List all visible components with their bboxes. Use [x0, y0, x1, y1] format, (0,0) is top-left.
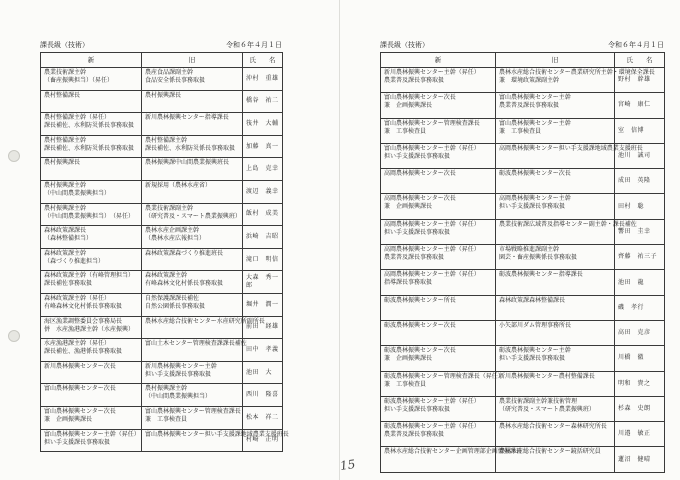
position-line: 高岡農林振興センター主幹（昇任） [384, 271, 480, 279]
position-line: 農林水産総合技術センター鏡括研究員 [499, 448, 601, 456]
table-row [41, 271, 283, 294]
new-position-cell [41, 158, 142, 181]
punch-hole [8, 330, 20, 342]
table-row [41, 90, 283, 113]
person-name-cell: 浜崎 吉昭 [243, 226, 283, 249]
person-name-cell: 田村 聡 [615, 194, 665, 219]
person-name-cell: 沖村 重雄 [243, 68, 283, 91]
position-line: 高岡農林振興センター担い手支援課地域農業支援班長 [499, 144, 643, 152]
table-row [41, 339, 283, 362]
position-line: 農業普及課長事務取扱 [499, 102, 560, 110]
new-position-cell [41, 68, 142, 91]
old-position-cell [496, 295, 615, 320]
position-line: 高岡農林振興センター次長 [384, 170, 456, 178]
table-row [381, 219, 665, 244]
table-row [41, 361, 283, 384]
new-position-cell [41, 384, 142, 407]
new-position-cell [381, 143, 496, 168]
position-line: （中山間農業振興担当） （昇任） [44, 212, 135, 220]
new-position-cell [41, 90, 142, 113]
person-name-cell: 大森 秀一郎 [243, 271, 283, 294]
position-line: 富山農林振興センター管理検査課長 [145, 407, 241, 415]
header-old: 旧 [496, 53, 615, 68]
person-name-cell: 田中 孝義 [243, 339, 283, 362]
position-line: 農村整備課主幹（昇任） [44, 114, 111, 122]
position-line: 課長補佐、水利防災係長事務取扱 [44, 122, 135, 130]
position-line: 富山農林振興センター次長 [44, 407, 116, 415]
position-line: 小矢部川ダム管理事務所長 [499, 321, 572, 329]
date-label: 令和６年４月１日 [226, 41, 282, 49]
position-line: 農村整備課主幹 [44, 136, 87, 144]
position-line: 砺波農林振興センター主幹（昇任） [384, 397, 480, 405]
table-row [381, 169, 665, 194]
right-page [340, 0, 680, 480]
position-line: 森林政策課主幹（昇任） [44, 294, 111, 302]
position-line: 指導課長事務取扱 [384, 279, 433, 287]
person-name-cell: 橋谷 祐二 [243, 90, 283, 113]
table-row [41, 158, 283, 181]
old-position-cell [142, 271, 243, 294]
position-line: 農林水産総合技術センター水産研究所副所長 [145, 317, 265, 325]
position-line: 砺波農林振興センター次長 [384, 347, 456, 355]
position-line: 森林政策課主幹 [145, 272, 188, 280]
new-position-cell [41, 226, 142, 249]
old-position-cell [142, 90, 243, 113]
position-line: 富山農林振興センター主幹（昇任） [384, 144, 480, 152]
position-line: 市場戦略推進課副主幹 [499, 246, 560, 254]
new-position-cell [381, 396, 496, 421]
position-line: （森林整備担当） [44, 235, 93, 243]
category-label: 課長級（技術） [380, 41, 429, 49]
position-line: （研究普及・スマート農業振興班） [145, 212, 241, 220]
position-line: （農林水産広報担当） [145, 235, 206, 243]
personnel-table [40, 52, 289, 452]
position-line: 新規採用（農林水産省） [145, 181, 212, 189]
position-line: 食品安全係長事務取扱 [145, 77, 206, 84]
position-line: 農業技術課副主幹兼技術管理 [499, 397, 578, 405]
new-position-cell [41, 248, 142, 271]
person-name-cell: 加藤 真一 [243, 135, 283, 158]
position-line: 担い手支援課長事務取扱 [384, 405, 451, 413]
position-line: 農林水産総合技術センター森林研究所長 [499, 423, 607, 431]
position-line: 水産漁港課主幹（昇任） [44, 340, 111, 348]
position-line: 担い手支援課長事務取扱 [499, 203, 566, 211]
old-position-cell [142, 406, 243, 429]
new-position-cell [381, 346, 496, 371]
new-position-cell [381, 270, 496, 295]
new-position-cell [41, 429, 142, 452]
old-position-cell [496, 346, 615, 371]
position-line: （森づくり推進担当） [44, 257, 105, 265]
position-line: 農村整備課主幹 [145, 136, 188, 144]
position-line: 農村整備課長 [44, 91, 81, 99]
position-line: 海区漁業調整委員会事務局長 [44, 317, 123, 325]
position-line: 農業技術課主幹 [44, 69, 87, 76]
position-line: 農業普及課長事務取扱 [384, 254, 445, 262]
new-position-cell [41, 406, 142, 429]
position-line: 自然公園係長事務取扱 [145, 302, 206, 310]
table-row [41, 384, 283, 407]
old-position-cell [142, 226, 243, 249]
position-line: 園芸・畜産振興係長事務取扱 [499, 254, 578, 262]
position-line: 課長補佐、水利防災係長事務取扱 [44, 144, 135, 152]
position-line: 砺波農林振興センター指導課長 [499, 271, 583, 279]
position-line: 森林政策課主幹 [44, 249, 87, 257]
table-row [381, 118, 665, 143]
table-row [41, 180, 283, 203]
position-line: 富山農林振興センター担い手支援課地域農業支援班長 [145, 430, 289, 438]
person-name-cell: 堀井 潤一 [243, 293, 283, 316]
table-row [41, 429, 283, 452]
header-new: 新 [381, 53, 496, 68]
old-position-cell [142, 68, 243, 91]
position-line: 富山農林振興センター主幹 [499, 119, 571, 127]
position-line: 担い手支援課長事務取扱 [145, 370, 212, 378]
position-line: 兼 環境政策課副主幹 [499, 77, 560, 84]
person-name-cell: 滝口 明信 [243, 248, 283, 271]
old-position-cell [142, 339, 247, 362]
new-position-cell [41, 113, 142, 136]
position-line: 富山農林振興センター主幹（昇任） [44, 430, 140, 438]
position-line: 有峰森林文化村係長事務取扱 [145, 280, 224, 288]
new-position-cell [381, 447, 522, 472]
header-old: 旧 [142, 53, 243, 68]
new-position-cell [41, 316, 142, 339]
position-line: 砺波農林振興センター主幹（昇任） [384, 423, 480, 431]
new-position-cell [381, 371, 504, 396]
new-position-cell [381, 118, 496, 143]
position-line: 担い手支援課長事務取扱 [384, 228, 451, 236]
position-line: 森林政策課森づくり推進班長 [145, 249, 224, 257]
position-line: 課長補佐、水利防災係長事務取扱 [145, 144, 236, 152]
position-line: 富山農林振興センター次長 [384, 94, 456, 102]
person-name-cell: 池田 大 [243, 361, 283, 384]
new-position-cell [381, 295, 496, 320]
table-row [41, 248, 283, 271]
position-line: 砺波農林振興センター管理検査課長（昇任） [384, 372, 504, 380]
old-position-cell [142, 203, 243, 226]
old-position-cell [142, 384, 243, 407]
position-line: 森林政策課課長 [44, 227, 87, 235]
table-header-row [41, 53, 283, 68]
new-position-cell [41, 361, 142, 384]
position-line: 農村振興課長 [44, 159, 81, 167]
position-line: 富山農林振興センター主幹 [499, 94, 571, 102]
table-row [381, 93, 665, 118]
header-name: 氏 名 [615, 53, 665, 68]
old-position-cell [142, 158, 243, 181]
new-position-cell [41, 293, 142, 316]
table-row [381, 422, 665, 447]
old-position-cell [142, 113, 243, 136]
position-line: 農林水産企画課主幹 [145, 227, 200, 235]
category-label: 課長級（技術） [40, 41, 89, 49]
position-line: （中山間農業振興担当） [44, 189, 111, 197]
new-position-cell [41, 180, 142, 203]
person-name-cell: 池田 龍 [615, 270, 665, 295]
position-line: 担い手支援課長事務取扱 [384, 152, 451, 160]
new-position-cell [41, 203, 142, 226]
table-row [381, 143, 665, 168]
person-name-cell: 明和 貴之 [615, 371, 665, 396]
position-line: 農村振興課主幹 [145, 385, 188, 393]
new-position-cell [381, 68, 496, 93]
old-position-cell [142, 248, 243, 271]
table-row [381, 295, 665, 320]
position-line: 新川農林振興センター農村整備課長 [499, 372, 595, 380]
person-name-cell: 村崎 正明 [243, 429, 283, 452]
old-position-cell [496, 447, 615, 472]
position-line: 農業技術課広域普及指導センター副主幹・課長補佐 [499, 220, 637, 228]
position-line: 砺波農林振興センター主幹 [499, 347, 571, 355]
person-name-cell: 前田 経雄 [243, 316, 283, 339]
right-content [380, 0, 664, 480]
position-line: 兼 工事検査員 [145, 415, 188, 423]
person-name-cell: 飯村 成美 [243, 203, 283, 226]
table-row [381, 396, 665, 421]
person-name-cell: 宮崎 康仁 [615, 93, 665, 118]
position-line: 新川農林振興センター主幹（昇任） [384, 69, 480, 76]
table-row [381, 68, 665, 93]
position-line: 課長補佐事務取扱 [44, 280, 93, 288]
position-line: 高岡農林振興センター主幹（昇任） [384, 246, 480, 254]
old-position-cell [142, 361, 243, 384]
table-row [41, 203, 283, 226]
position-line: （研究普及・スマート農業振興班） [499, 405, 595, 413]
new-position-cell [41, 135, 142, 158]
new-position-cell [381, 93, 496, 118]
table-row [41, 406, 283, 429]
new-position-cell [381, 219, 496, 244]
table-row [381, 194, 665, 219]
position-line: 兼 企画振興課長 [384, 102, 433, 110]
punch-hole [8, 150, 20, 162]
new-position-cell [381, 320, 496, 345]
person-name-cell: 渡辺 義幸 [243, 180, 283, 203]
new-position-cell [381, 422, 496, 447]
table-row [381, 320, 665, 345]
position-line: （中山間農業振興担当） [145, 393, 212, 401]
header-name: 氏 名 [243, 53, 283, 68]
position-line: 有峰森林文化村係長事務取扱 [44, 302, 123, 310]
page-number: 15 [339, 457, 357, 473]
person-name-cell: 響田 圭幸 [615, 219, 665, 244]
person-name-cell: 川邉 敏正 [615, 422, 665, 447]
position-line: 高岡農林振興センター次長 [384, 195, 456, 203]
table-header-row [381, 53, 665, 68]
position-line: 富山農林振興センター次長 [44, 385, 116, 393]
position-line: 砺波農林振興センター所長 [384, 296, 456, 304]
position-line: 農村振興課主幹 [44, 181, 87, 189]
position-line: 富山農林振興センター管理検査課長 [384, 119, 480, 127]
date-label: 令和６年４月１日 [608, 41, 664, 49]
table-row [381, 245, 665, 270]
new-position-cell [41, 271, 142, 294]
table-body [41, 68, 289, 452]
header-new: 新 [41, 53, 142, 68]
position-line: 農林水産総合技術センター企画管理部企画情報課長 [384, 448, 522, 456]
position-line: 担い手支援課長事務取扱 [44, 438, 111, 446]
position-line: 森林政策課主幹（有峰管理担当） [44, 272, 135, 280]
old-position-cell [496, 270, 615, 295]
person-name-cell: 蓮沼 健晴 [615, 447, 665, 472]
table-row [41, 293, 283, 316]
person-name-cell: 高田 克彦 [615, 320, 665, 345]
position-line: 自然保護課課長補佐 [145, 294, 200, 302]
person-name-cell: 池川 誠司 [615, 143, 665, 168]
new-position-cell [381, 194, 496, 219]
personnel-table [380, 52, 665, 473]
person-name-cell: 西川 隆喜 [243, 384, 283, 407]
new-position-cell [41, 339, 142, 362]
position-line: 農林振興課中山間農業振興班長 [145, 159, 230, 167]
table-row [41, 316, 283, 339]
position-line: 高岡農林振興センター主幹（昇任） [384, 220, 480, 228]
table-row [41, 135, 283, 158]
position-line: 農村振興課主幹 [44, 204, 87, 212]
table-body [381, 68, 665, 473]
position-line: （畜産振興担当）（昇任） [44, 77, 114, 84]
position-line: 課長補佐、漁港係長事務取扱 [44, 348, 123, 356]
old-position-cell [496, 320, 615, 345]
old-position-cell [496, 371, 615, 396]
old-position-cell [496, 169, 615, 194]
position-line: 兼 企画振興課長 [384, 203, 433, 211]
old-position-cell [496, 422, 615, 447]
person-name-cell: 川橋 徹 [615, 346, 665, 371]
old-position-cell [142, 135, 243, 158]
person-name-cell: 磯 孝行 [615, 295, 665, 320]
position-line: 新川農林振興センター指導課長 [145, 114, 229, 122]
person-name-cell: 杉森 史朗 [615, 396, 665, 421]
position-line: 農林水産総合技術センター農業研究所主幹・環境保全課長 [499, 69, 655, 76]
position-line: 兼 企画振興課長 [44, 415, 93, 423]
table-row [41, 226, 283, 249]
position-line: 農業普及課長事務取扱 [384, 431, 445, 439]
old-position-cell [142, 293, 243, 316]
new-position-cell [381, 245, 496, 270]
old-position-cell [142, 180, 243, 203]
position-line: 併 水産漁港課主幹（水産振興） [44, 325, 135, 333]
position-line: 砺波農林振興センター次長 [384, 321, 456, 329]
person-name-cell: 室 信博 [615, 118, 665, 143]
person-name-cell: 松本 祥二 [243, 406, 283, 429]
left-content [40, 0, 289, 480]
person-name-cell: 成田 英隆 [615, 169, 665, 194]
person-name-cell: 齊藤 祐三子 [615, 245, 665, 270]
person-name-cell: 筏井 大輔 [243, 113, 283, 136]
position-line: 農産食品課副主幹 [145, 69, 194, 76]
position-line: 新川農林振興センター主幹 [145, 362, 217, 370]
position-line: 担い手支援課長事務取扱 [499, 355, 566, 363]
old-position-cell [496, 245, 615, 270]
table-row [41, 68, 283, 91]
old-position-cell [496, 118, 615, 143]
position-line: 農業技術課副主幹 [145, 204, 194, 212]
position-line: 兼 工事検査員 [384, 127, 427, 135]
table-row [381, 371, 665, 396]
person-name-cell: 野村 幹雄 [615, 68, 665, 93]
new-position-cell [381, 169, 496, 194]
table-row [41, 113, 283, 136]
person-name-cell: 上島 克幸 [243, 158, 283, 181]
position-line: 富山土木センター管理検査課課長補佐 [145, 340, 247, 348]
old-position-cell [496, 194, 615, 219]
old-position-cell [496, 396, 615, 421]
position-line: 森林政策課森林整備課長 [499, 296, 566, 304]
table-row [381, 447, 665, 472]
old-position-cell [496, 93, 615, 118]
position-line: 農村振興課長 [145, 91, 182, 99]
position-line: 高岡農林振興センター主幹 [499, 195, 571, 203]
position-line: 兼 企画振興課長 [384, 355, 433, 363]
table-row [381, 270, 665, 295]
position-line: 新川農林振興センター次長 [44, 362, 116, 370]
position-line: 農業普及課長事務取扱 [384, 77, 445, 84]
position-line: 兼 工事検査員 [384, 380, 427, 388]
position-line: 兼 工事検査員 [499, 127, 542, 135]
table-row [381, 346, 665, 371]
position-line: 砺波農林振興センター次長 [499, 170, 571, 178]
